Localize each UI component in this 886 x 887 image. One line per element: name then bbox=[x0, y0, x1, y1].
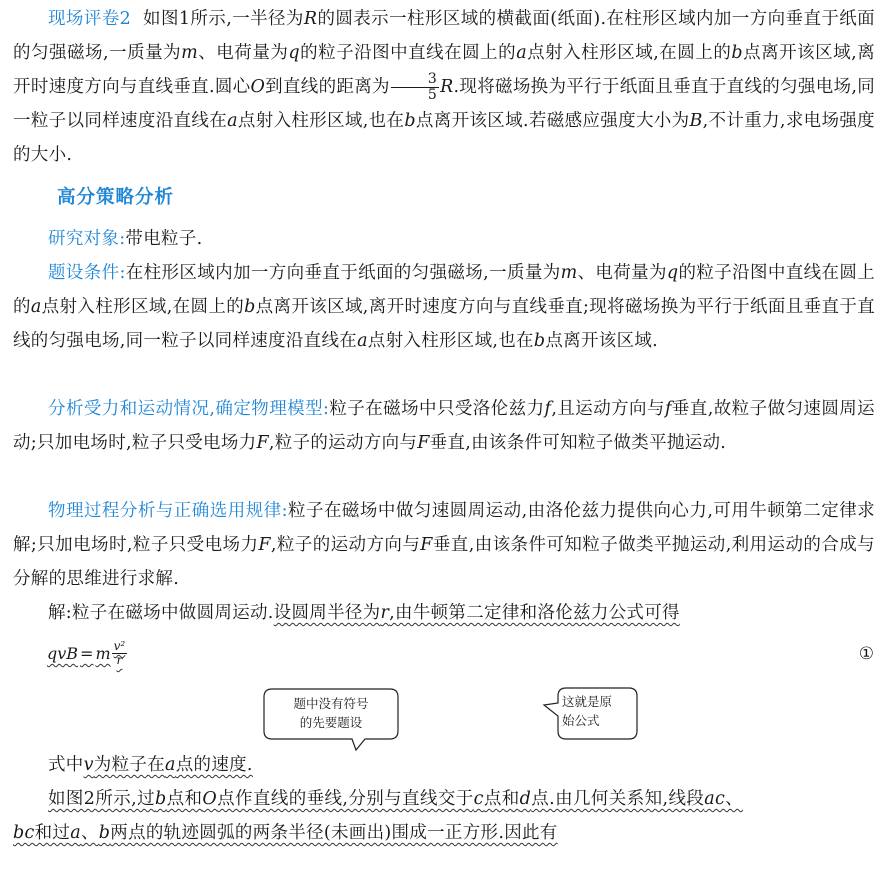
forces-label: 分析受力和运动情况,确定物理模型: bbox=[48, 399, 330, 419]
conditions-label: 题设条件: bbox=[48, 263, 126, 283]
fraction-three-fifths: $\frac{3}{5}$ bbox=[391, 72, 439, 103]
solution-intro: 解:粒子在磁场中做圆周运动.设圆周半径为r,由牛顿第二定律和洛伦兹力公式可得 bbox=[48, 603, 680, 623]
velocity-explanation: 式中v为粒子在a点的速度. bbox=[48, 755, 253, 775]
process-label: 物理过程分析与正确选用规律: bbox=[48, 501, 288, 521]
process-analysis: 物理过程分析与正确选用规律:粒子在磁场中做匀速圆周运动,由洛伦兹力提供向心力,可用牛顿第二定律求解;只加电场时,粒子只受电场力F,粒子的运动方向与F垂直,由该条件可知粒子做类平抛运动,利用运动的合成与分解的思维进行求解. bbox=[13, 501, 875, 589]
formula-equation-1: qvB = m $\frac{\text{v²}}{r}$ bbox=[47, 639, 126, 667]
research-object: 研究对象:带电粒子. bbox=[48, 229, 203, 249]
figure2-geometry: 如图2所示,过b点和O点作直线的垂线,分别与直线交于c点和d点.由几何关系知,线段ac、bc和过a、b两点的轨迹圆弧的两条半径(未画出)围成一正方形.因此有 bbox=[13, 789, 743, 843]
equation-number: ① bbox=[858, 644, 874, 664]
solution-underlined: 设圆周半径为r,由牛顿第二定律和洛伦兹力公式可得 bbox=[273, 603, 680, 623]
problem-statement: 现场评卷2 如图1所示,一半径为R的圆表示一柱形区域的横截面(纸面).在柱形区域内加一方向垂直于纸面的匀强磁场,一质量为m、电荷量为q的粒子沿图中直线在圆上的a点射入柱形区域,在圆上的b点离开该区域,离开时速度方向与直线垂直.圆心O到直线的距离为 $\frac{3}{5}$ R.现将磁场换为平行于纸面且垂直于直线的匀强电场,同一粒子以同样速度沿直线在a点射入柱形区域,也在b点离开该区域.若磁感应强度大小为B,不计重力,求电场强度的大小. bbox=[13, 9, 876, 165]
given-conditions: 题设条件:在柱形区域内加一方向垂直于纸面的匀强磁场,一质量为m、电荷量为q的粒子沿图中直线在圆上的a点射入柱形区域,在圆上的b点离开该区域,离开时速度方向与直线垂直;现将磁场换为平行于纸面且垂直于直线的匀强电场,同一粒子以同样速度沿直线在a点射入柱形区域,也在b点离开该区域. bbox=[13, 263, 875, 351]
force-analysis: 分析受力和运动情况,确定物理模型:粒子在磁场中只受洛伦兹力f,且运动方向与f垂直,故粒子做匀速圆周运动;只加电场时,粒子只受电场力F,粒子的运动方向与F垂直,由该条件可知粒子做类平抛运动. bbox=[13, 399, 875, 453]
bubble-right-text: 这就是原 始公式 bbox=[562, 694, 613, 728]
section-title: 高分策略分析 bbox=[57, 187, 175, 208]
bubble-left-text: 题中没有符号 的先要题设 bbox=[293, 696, 369, 730]
problem-label: 现场评卷2 bbox=[48, 9, 132, 29]
object-label: 研究对象: bbox=[48, 229, 126, 249]
